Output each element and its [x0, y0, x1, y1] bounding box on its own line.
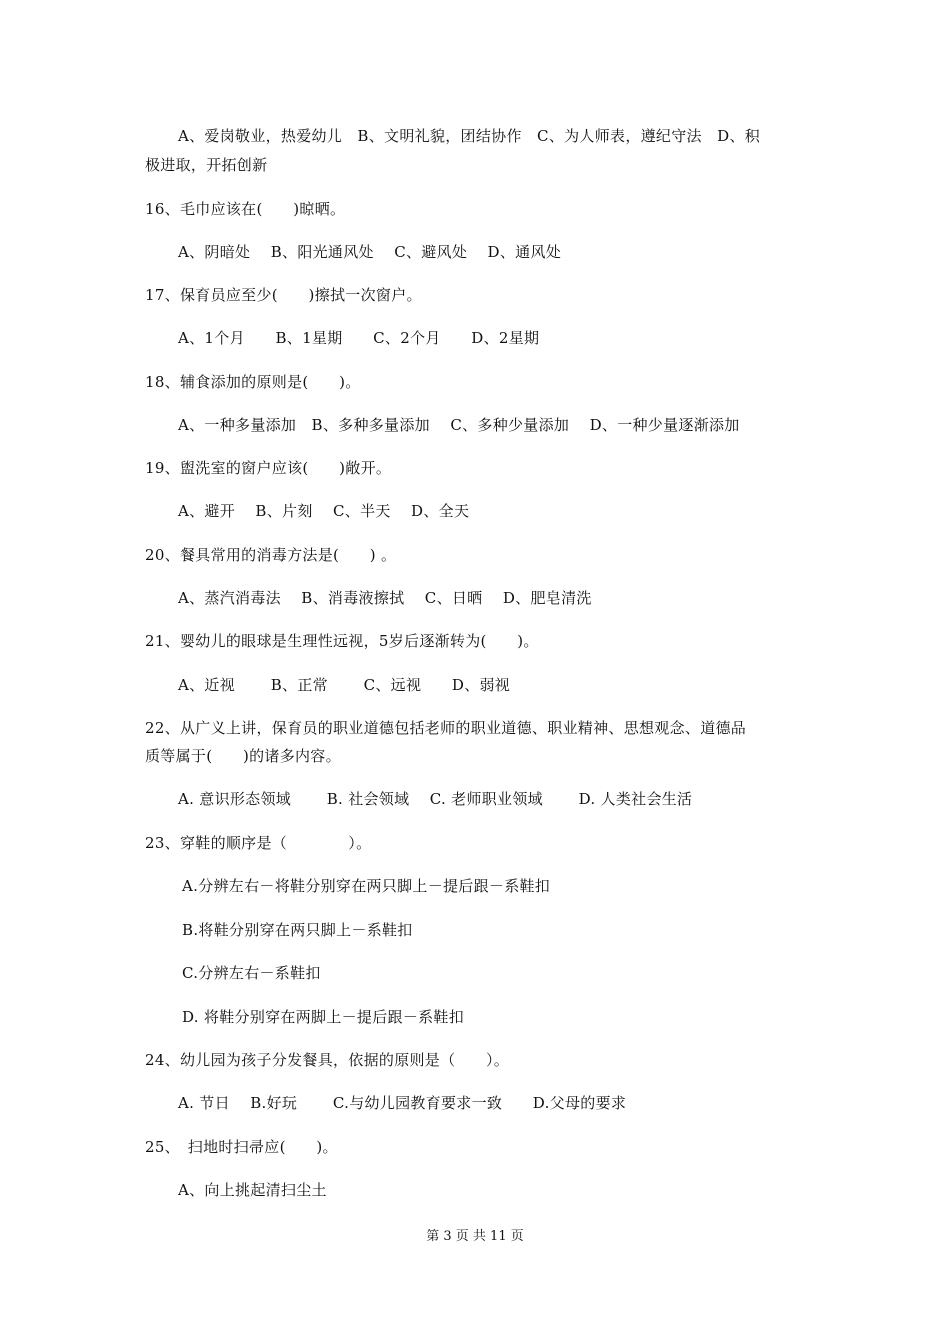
question-18: 18、辅食添加的原则是( )。 — [145, 373, 361, 391]
q23-option-b: B.将鞋分别穿在两只脚上－系鞋扣 — [182, 921, 413, 939]
q22-options: A. 意识形态领域 B. 社会领域 C. 老师职业领域 D. 人类社会生活 — [178, 790, 693, 808]
question-25: 25、 扫地时扫帚应( )。 — [145, 1138, 338, 1156]
q20-options: A、蒸汽消毒法 B、消毒液擦拭 C、日晒 D、肥皂清洗 — [178, 589, 592, 607]
q18-options: A、一种多量添加 B、多种多量添加 C、多种少量添加 D、一种少量逐渐添加 — [178, 416, 740, 434]
question-20: 20、餐具常用的消毒方法是( ) 。 — [145, 546, 397, 564]
q24-options: A. 节日 B.好玩 C.与幼儿园教育要求一致 D.父母的要求 — [178, 1094, 627, 1112]
q15-options-line2: 极进取，开拓创新 — [145, 156, 268, 174]
q25-option-a: A、向上挑起清扫尘土 — [178, 1181, 327, 1199]
question-19: 19、盥洗室的窗户应该( )敞开。 — [145, 459, 392, 477]
question-17: 17、保育员应至少( )擦拭一次窗户。 — [145, 286, 422, 304]
q23-option-a: A.分辨左右－将鞋分别穿在两只脚上－提后跟－系鞋扣 — [182, 877, 551, 895]
question-22-line1: 22、从广义上讲，保育员的职业道德包括老师的职业道德、职业精神、思想观念、道德品 — [145, 719, 747, 737]
q21-options: A、近视 B、正常 C、远视 D、弱视 — [178, 676, 511, 694]
page-footer: 第 3 页 共 11 页 — [426, 1229, 524, 1244]
q16-options: A、阴暗处 B、阳光通风处 C、避风处 D、通风处 — [178, 243, 562, 261]
q19-options: A、避开 B、片刻 C、半天 D、全天 — [178, 502, 470, 520]
q17-options: A、1个月 B、1星期 C、2个月 D、2星期 — [178, 329, 540, 347]
question-16: 16、毛巾应该在( )晾晒。 — [145, 200, 346, 218]
q23-option-c: C.分辨左右－系鞋扣 — [182, 964, 321, 982]
question-24: 24、幼儿园为孩子分发餐具，依据的原则是（ ）。 — [145, 1051, 510, 1069]
q15-options-line1: A、爱岗敬业，热爱幼儿 B、文明礼貌，团结协作 C、为人师表，遵纪守法 D、积 — [178, 127, 761, 145]
question-22-line2: 质等属于( )的诸多内容。 — [145, 747, 341, 765]
question-21: 21、婴幼儿的眼球是生理性远视，5岁后逐渐转为( )。 — [145, 632, 539, 650]
q23-option-d: D. 将鞋分别穿在两脚上－提后跟－系鞋扣 — [182, 1008, 465, 1026]
question-23: 23、穿鞋的顺序是（ ）。 — [145, 834, 372, 852]
